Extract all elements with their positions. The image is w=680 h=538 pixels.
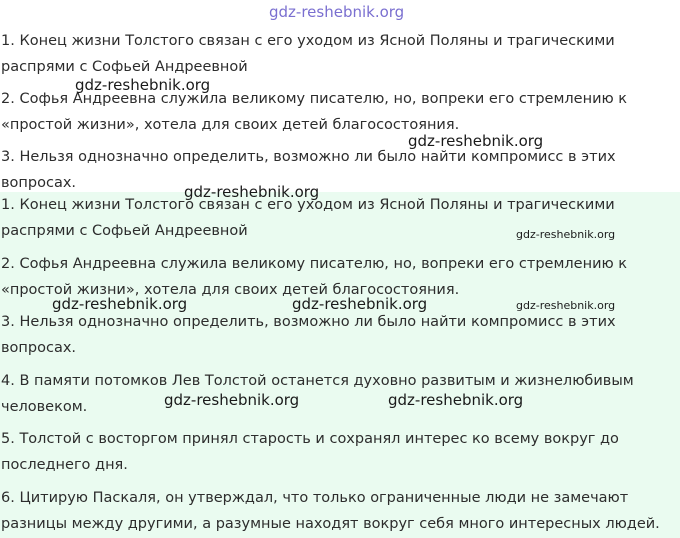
watermark: gdz-reshebnik.org	[52, 295, 188, 313]
watermark: gdz-reshebnik.org	[75, 76, 211, 94]
list-item: 3. Нельзя однозначно определить, возможно ли было найти компромисс в этих вопросах.	[1, 149, 616, 191]
top-answer-list	[0, 28, 680, 202]
watermark-top: gdz-reshebnik.org	[269, 3, 405, 21]
list-item: 1. Конец жизни Толстого связан с его уходом из Ясной Поляны и трагическими распрями с Софьей Андреевной	[1, 33, 615, 75]
watermark: gdz-reshebnik.org	[184, 183, 320, 201]
list-item: 3. Нельзя однозначно определить, возможно ли было найти компромисс в этих вопросах.	[1, 314, 616, 356]
list-item: 2. Софья Андреевна служила великому писателю, но, вопреки его стремлению к «простой жизни», хотела для своих детей благосостояния.	[1, 255, 628, 298]
list-item: 6. Цитирую Паскаля, он утверждал, что только ограниченные люди не замечают разницы между другими, а разумные находят вокруг себя много интересных людей.	[1, 489, 660, 532]
green-answer-list	[0, 192, 680, 538]
watermark: gdz-reshebnik.org	[516, 299, 616, 312]
watermark: gdz-reshebnik.org	[408, 132, 544, 150]
list-item: 5. Толстой с восторгом принял старость и сохранял интерес ко всему вокруг до последнего дня.	[1, 431, 619, 473]
watermark: gdz-reshebnik.org	[388, 391, 524, 409]
watermark: gdz-reshebnik.org	[292, 295, 428, 313]
list-item: 1. Конец жизни Толстого связан с его уходом из Ясной Поляны и трагическими распрями с Софьей Андреевной	[1, 197, 615, 239]
list-item: 2. Софья Андреевна служила великому писателю, но, вопреки его стремлению к «простой жизни», хотела для своих детей благосостояния.	[1, 91, 628, 133]
watermark: gdz-reshebnik.org	[516, 228, 616, 241]
watermark: gdz-reshebnik.org	[164, 391, 300, 409]
list-item: 4. В памяти потомков Лев Толстой останется духовно развитым и жизнелюбивым человеком.	[1, 372, 634, 415]
